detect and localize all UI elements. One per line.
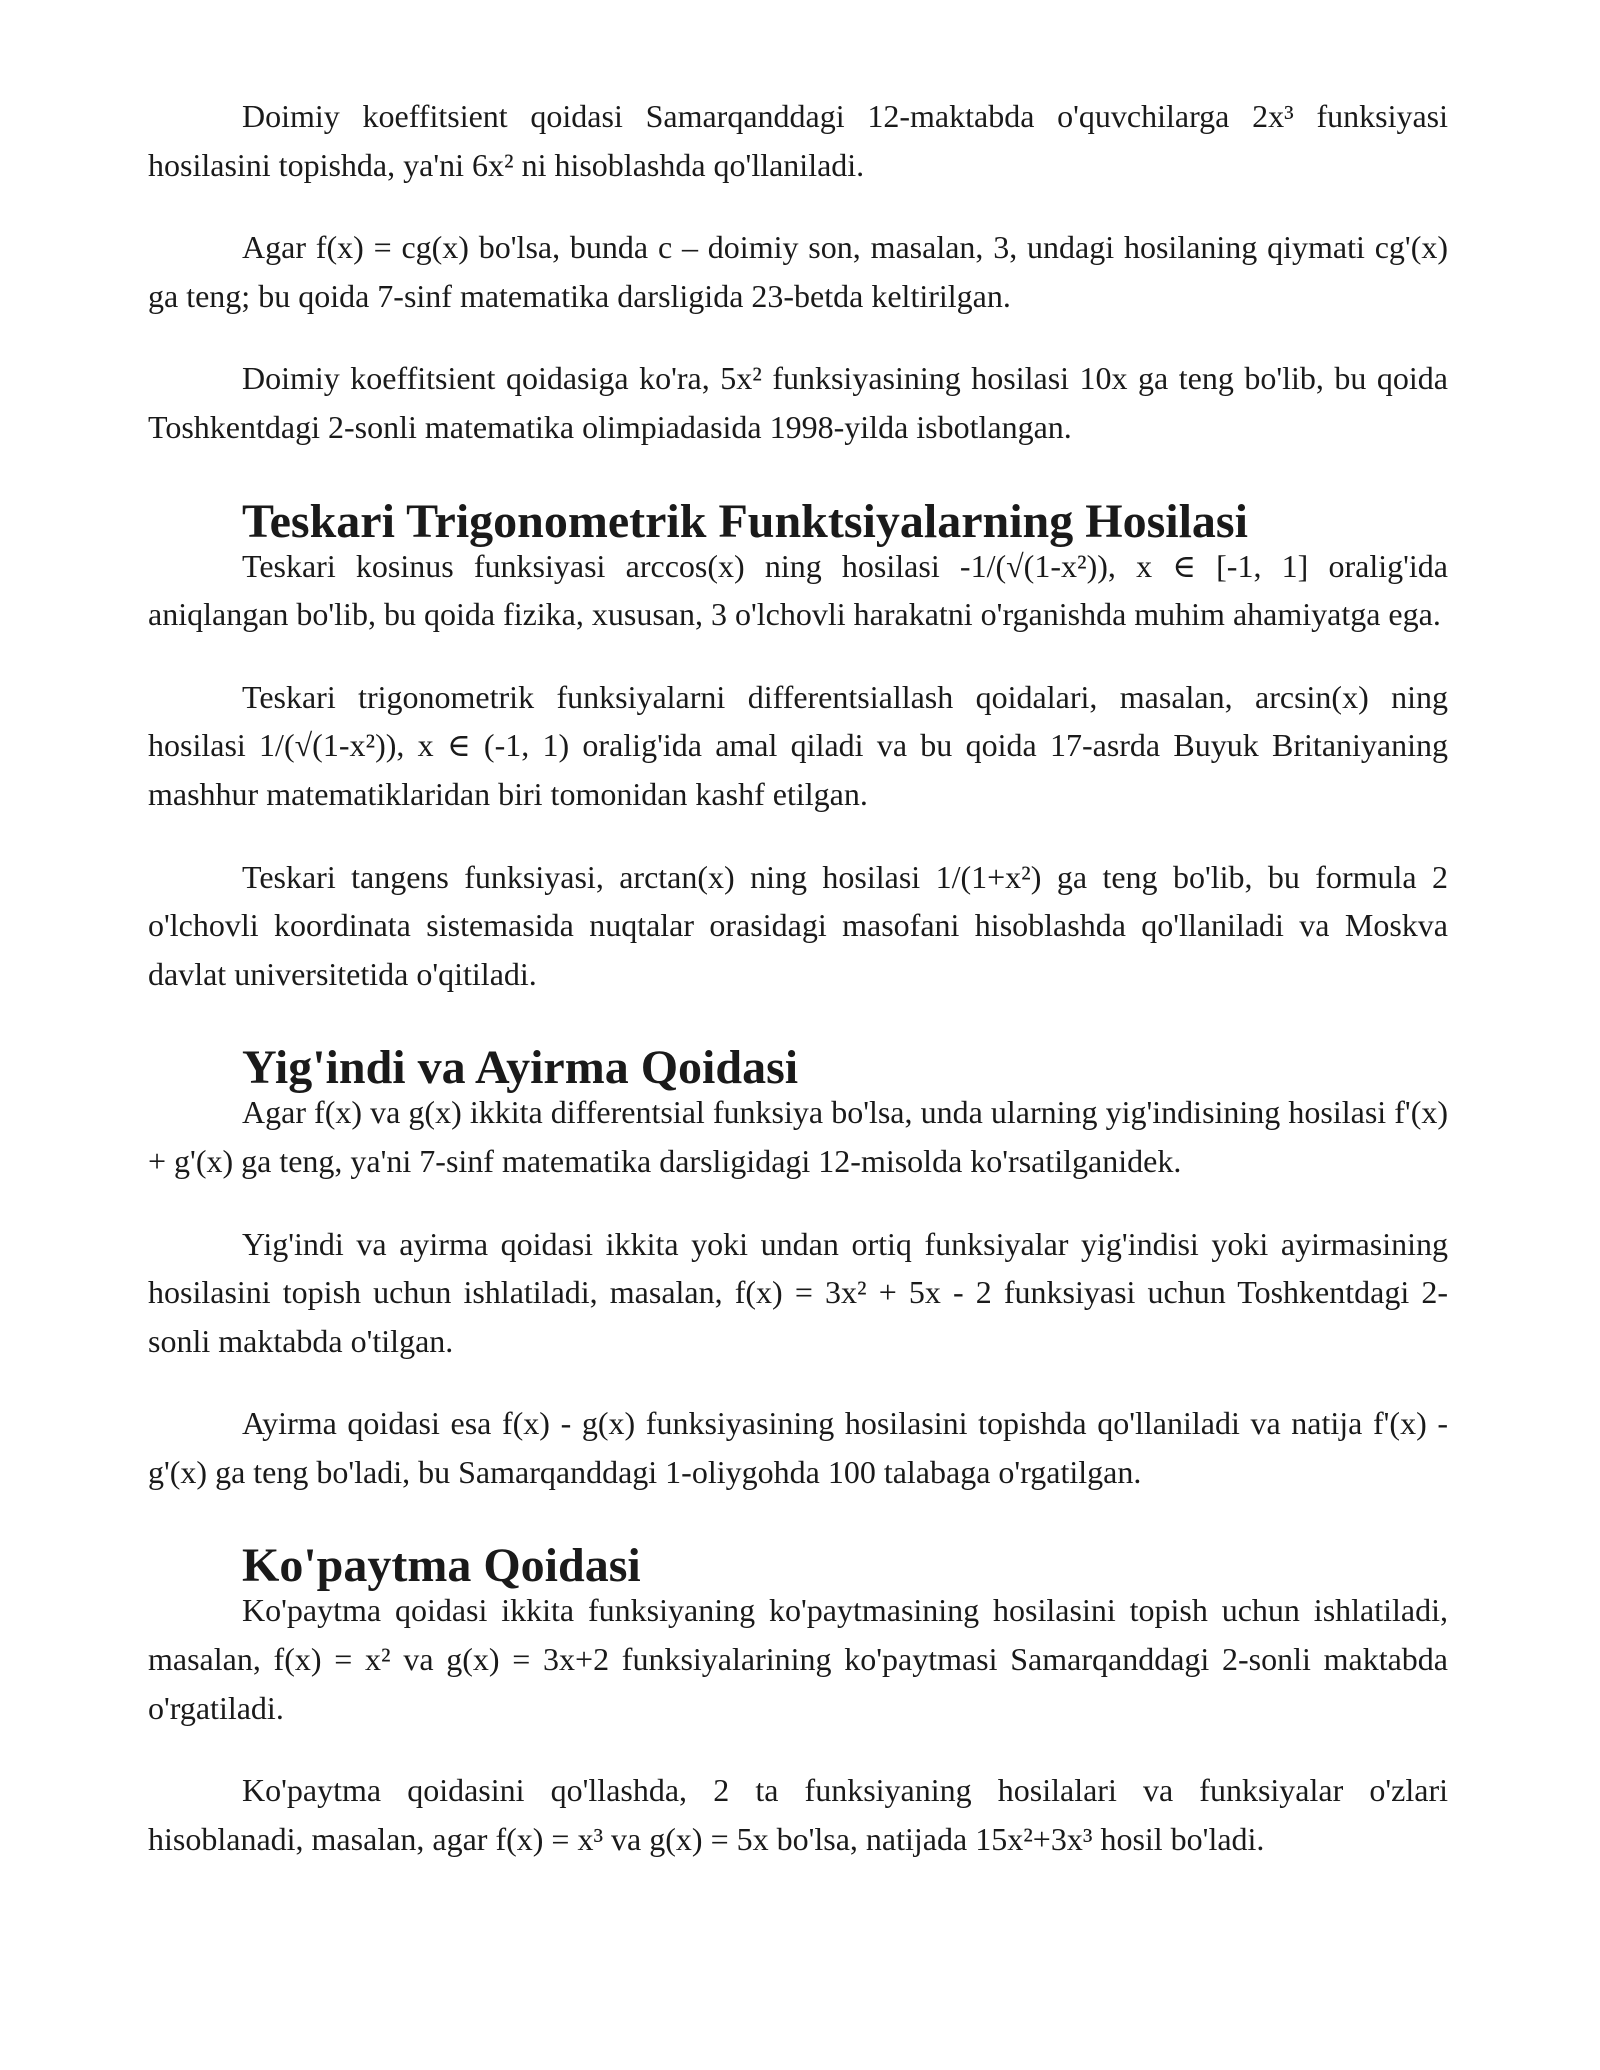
section-heading-sum-difference: Yig'indi va Ayirma Qoidasi — [242, 1041, 799, 1095]
paragraph-product-rule-2: Ko'paytma qoidasini qo'llashda, 2 ta funksiyaning hosilalari va funksiyalar o'zlari hisoblanadi, masalan, agar f(x) = x³ va g(x) = 5x bo'lsa, natijada 15x²+3x³ hosil bo'ladi. — [148, 1772, 1448, 1857]
paragraph-constant-coefficient-2: Agar f(x) = cg(x) bo'lsa, bunda c – doimiy son, masalan, 3, undagi hosilaning qiymati cg'(x) ga teng; bu qoida 7-sinf matematika darsligida 23-betda keltirilgan. — [148, 229, 1448, 314]
paragraph-arcsin: Teskari trigonometrik funksiyalarni differentsiallash qoidalari, masalan, arcsin(x) ning hosilasi 1/(√(1-x²)), x ∈ (-1, 1) oralig'ida amal qiladi va bu qoida 17-asrda Buyuk Britaniyaning mashhur matematiklaridan biri tomonidan kashf etilgan. — [148, 678, 1448, 812]
paragraph-difference-rule: Ayirma qoidasi esa f(x) - g(x) funksiyasining hosilasini topishda qo'llaniladi va natija f'(x) - g'(x) ga teng bo'ladi, bu Samarqanddagi 1-oliygohda 100 talabaga o'rgatilgan. — [148, 1405, 1448, 1490]
section-heading-product-rule: Ko'paytma Qoidasi — [242, 1539, 641, 1593]
paragraph-arctan: Teskari tangens funksiyasi, arctan(x) ning hosilasi 1/(1+x²) ga teng bo'lib, bu formula 2 o'lchovli koordinata sistemasida nuqtalar orasidagi masofani hisoblashda qo'llaniladi va Moskva davlat universitetida o'qitiladi. — [148, 858, 1448, 992]
paragraph-sum-rule: Agar f(x) va g(x) ikkita differentsial funksiya bo'lsa, unda ularning yig'indisining hosilasi f'(x) + g'(x) ga teng, ya'ni 7-sinf matematika darsligidagi 12-misolda ko'rsatilganidek. — [148, 1094, 1448, 1179]
paragraph-product-rule-1: Ko'paytma qoidasi ikkita funksiyaning ko'paytmasining hosilasini topish uchun ishlatiladi, masalan, f(x) = x² va g(x) = 3x+2 funksiyalarining ko'paytmasi Samarqanddagi 2-sonli maktabda o'rgatiladi. — [148, 1592, 1448, 1726]
paragraph-sum-difference-usage: Yig'indi va ayirma qoidasi ikkita yoki undan ortiq funksiyalar yig'indisi yoki ayirmasining hosilasini topish uchun ishlatiladi, masalan, f(x) = 3x² + 5x - 2 funksiyasi uchun Toshkentdagi 2-sonli maktabda o'tilgan. — [148, 1225, 1448, 1359]
section-heading-inverse-trig: Teskari Trigonometrik Funktsiyalarning Hosilasi — [242, 494, 1248, 548]
paragraph-arccos: Teskari kosinus funksiyasi arccos(x) ning hosilasi -1/(√(1-x²)), x ∈ [-1, 1] oralig'ida aniqlangan bo'lib, bu qoida fizika, xususan, 3 o'lchovli harakatni o'rganishda muhim ahamiyatga ega. — [148, 547, 1448, 633]
document-page — [148, 92, 1448, 1897]
paragraph-constant-coefficient-1: Doimiy koeffitsient qoidasi Samarqanddagi 12-maktabda o'quvchilarga 2x³ funksiyasi hosilasini topishda, ya'ni 6x² ni hisoblashda qo'llaniladi. — [148, 98, 1448, 183]
paragraph-constant-coefficient-3: Doimiy koeffitsient qoidasiga ko'ra, 5x² funksiyasining hosilasi 10x ga teng bo'lib, bu qoida Toshkentdagi 2-sonli matematika olimpiadasida 1998-yilda isbotlangan. — [148, 360, 1448, 445]
